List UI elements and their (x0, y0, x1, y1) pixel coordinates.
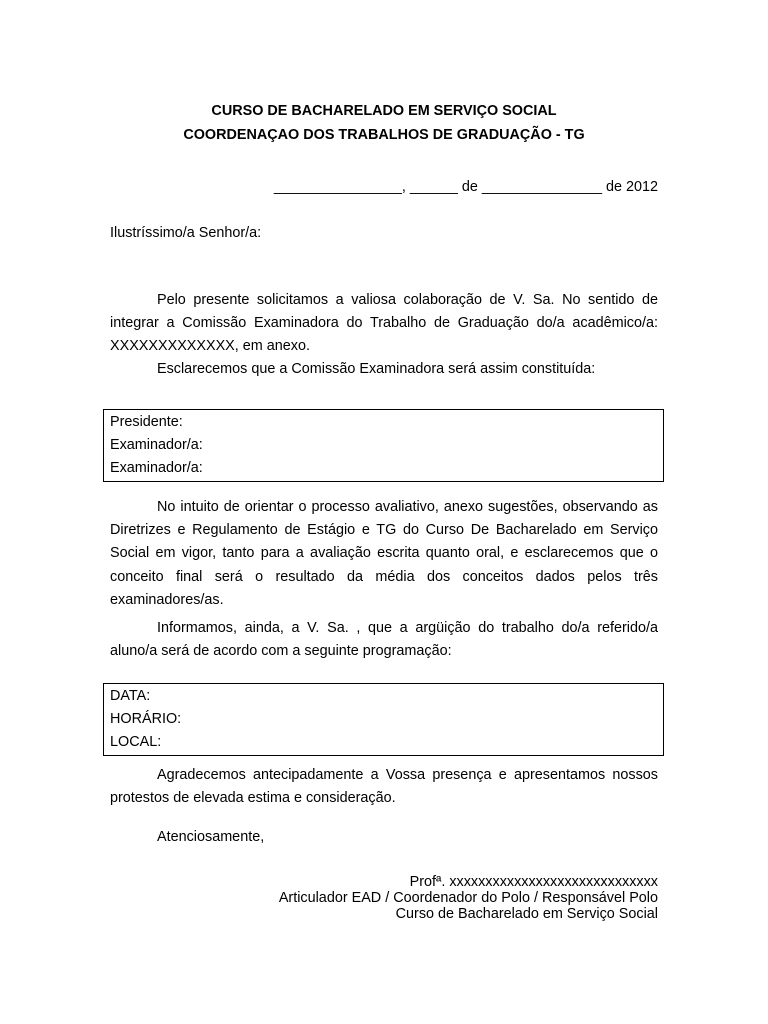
paragraph-thanks: Agradecemos antecipadamente a Vossa presença e apresentamos nossos protestos de elevada estima e consideração. (110, 767, 658, 807)
header-coordination-title: COORDENAÇAO DOS TRABALHOS DE GRADUAÇÃO - TG (183, 127, 585, 143)
schedule-local: LOCAL: (110, 733, 162, 750)
paragraph-committee-intro: Esclarecemos que a Comissão Examinadora será assim constituída: (157, 361, 596, 377)
schedule-box (103, 683, 664, 756)
closing: Atenciosamente, (157, 829, 265, 845)
signature-role: Articulador EAD / Coordenador do Polo / Responsável Polo (278, 890, 658, 906)
paragraph-schedule-intro: Informamos, ainda, a V. Sa. , que a argüição do trabalho do/a referido/a aluno/a será de acordo com a seguinte programação: (110, 620, 658, 660)
salutation: Ilustríssimo/a Senhor/a: (110, 225, 262, 241)
paragraph-request: Pelo presente solicitamos a valiosa colaboração de V. Sa. No sentido de integrar a Comissão Examinadora do Trabalho de Graduação do/a acadêmico/a: XXXXXXXXXXXXX, em anexo. (110, 292, 658, 355)
paragraph-evaluation: No intuito de orientar o processo avaliativo, anexo sugestões, observando as Diretrizes e Regulamento de Estágio e TG do Curso De Bacharelado em Serviço Social em vigor, tanto para a avaliação escrita quanto oral, e esclarecemos que o conceito final será o resultado da média dos conceitos dados pelos três examinadores/as. (110, 499, 658, 608)
schedule-data: DATA: (110, 688, 151, 704)
schedule-horario: HORÁRIO: (110, 710, 182, 727)
committee-box (103, 409, 664, 482)
date-line: ________________, ______ de _______________ de 2012 (273, 179, 658, 195)
signature-course: Curso de Bacharelado em Serviço Social (395, 906, 658, 922)
committee-examinador-1: Examinador/a: (110, 436, 203, 453)
header-course-title: CURSO DE BACHARELADO EM SERVIÇO SOCIAL (211, 103, 557, 119)
committee-examinador-2: Examinador/a: (110, 459, 203, 476)
signature-name: Profª. xxxxxxxxxxxxxxxxxxxxxxxxxxxxx (409, 874, 658, 890)
committee-presidente: Presidente: (110, 414, 183, 430)
